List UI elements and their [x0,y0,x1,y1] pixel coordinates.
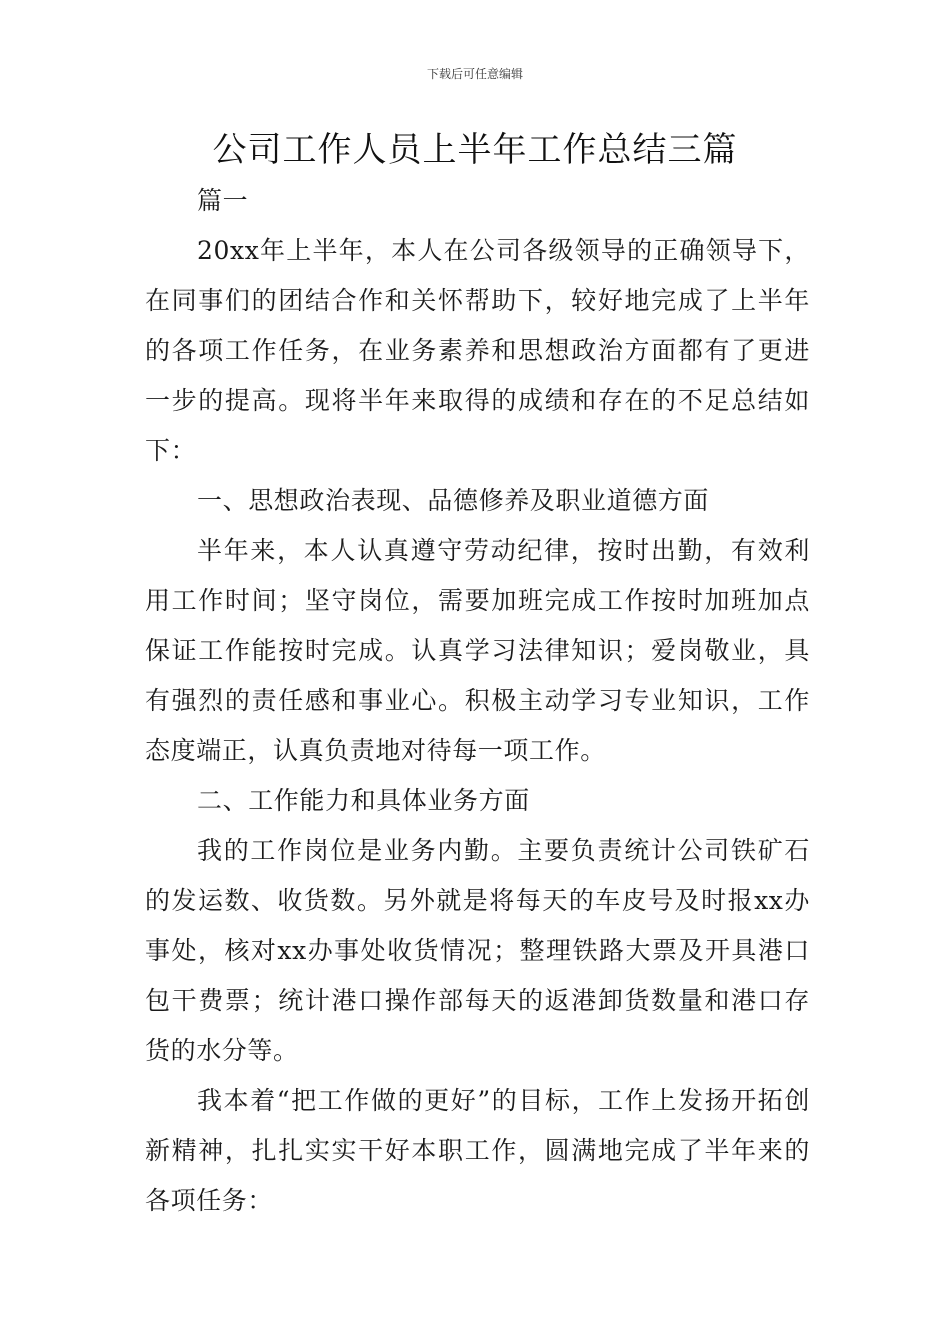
body-paragraph-3: 我本着“把工作做的更好”的目标，工作上发扬开拓创新精神，扎扎实实干好本职工作，圆满地完成了半年来的各项任务： [145,1086,810,1215]
document-title: 公司工作人员上半年工作总结三篇 [212,130,738,170]
document-body [145,176,810,1226]
header-note: 下载后可任意编辑 [426,67,523,81]
section-heading-2: 二、工作能力和具体业务方面 [197,786,530,815]
body-paragraph-2: 我的工作岗位是业务内勤。主要负责统计公司铁矿石的发运数、收货数。另外就是将每天的车皮号及时报xx办事处，核对xx办事处收货情况；整理铁路大票及开具港口包干费票；统计港口操作部每天的返港卸货数量和港口存货的水分等。 [145,836,810,1065]
section-heading-1: 一、思想政治表现、品德修养及职业道德方面 [197,486,710,515]
intro-paragraph: 20xx年上半年，本人在公司各级领导的正确领导下，在同事们的团结合作和关怀帮助下，较好地完成了上半年的各项工作任务，在业务素养和思想政治方面都有了更进一步的提高。现将半年来取得的成绩和存在的不足总结如下： [145,236,810,465]
section-label: 篇一 [197,186,249,215]
body-paragraph-1: 半年来，本人认真遵守劳动纪律，按时出勤，有效利用工作时间；坚守岗位，需要加班完成工作按时加班加点保证工作能按时完成。认真学习法律知识；爱岗敬业，具有强烈的责任感和事业心。积极主动学习专业知识，工作态度端正，认真负责地对待每一项工作。 [145,536,810,765]
